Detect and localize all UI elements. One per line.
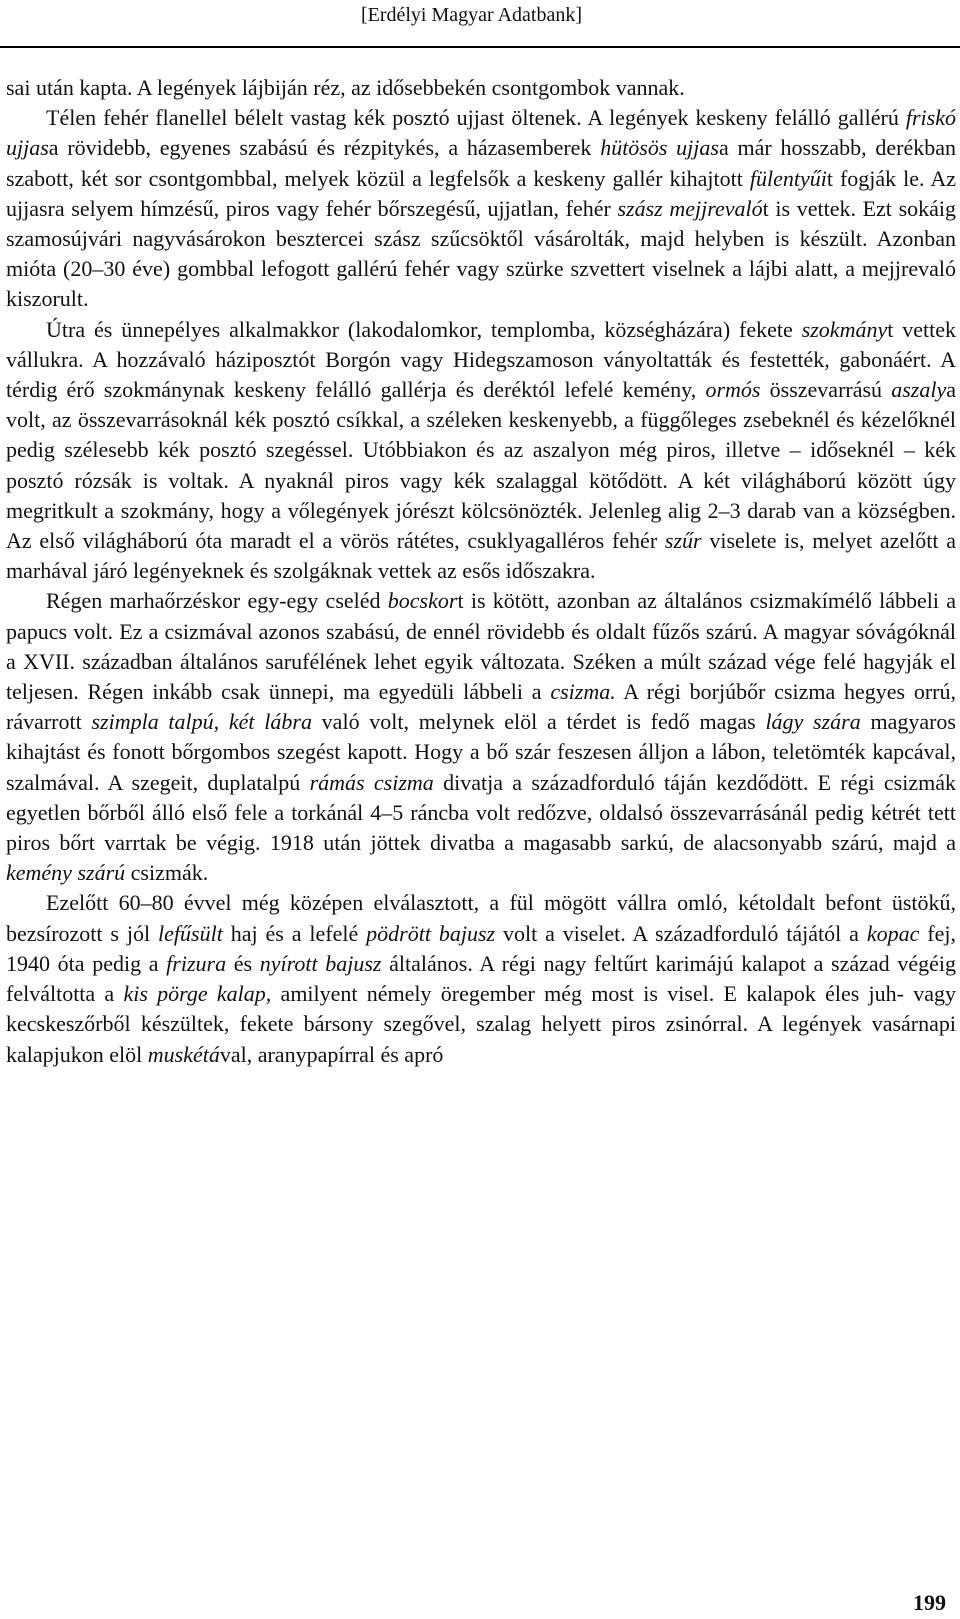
text-run: haj és a lefelé [222, 920, 367, 946]
text-run: A régi borjúbőr csizma hegyes orrú, rávarrott [6, 679, 956, 735]
text-run: fej, 1940 óta pedig a [6, 920, 956, 976]
italic-term: frizura [166, 950, 227, 976]
text-run: t is kötött, azonban az általános csizmakímélő lábbeli a papucs volt. Ez a csizmával azonos szabású, de ennél rövidebb és oldalt fűzős szárú. A magyar sóvágóknál a XVII. században általános sarufélének lehet egyik változata. Széken a múlt század vége felé hagyják el teljesen. Régen inkább csak ünnepi, ma egyedüli lábbeli a [6, 588, 956, 705]
header-divider [0, 46, 960, 48]
italic-term: friskó ujjas [6, 105, 956, 161]
italic-term: aszaly [891, 377, 947, 403]
italic-term: muskétá [147, 1041, 220, 1067]
paragraph [6, 315, 956, 587]
text-run: magyaros kihajtást és fonott bőrgombos szegést kapott. Hogy a bő szár feszesen álljon a lábon, teletömték kapcával, szalmával. A szegeit, duplatalpú [6, 709, 956, 795]
document-body [6, 73, 956, 1070]
italic-term: szokmány [801, 316, 888, 342]
italic-term: szimpla talpú, két lábra [91, 709, 312, 735]
italic-term: fülentyűi [749, 165, 827, 191]
italic-term: hütösös ujjas [600, 135, 719, 161]
italic-term: kemény szárú [6, 860, 126, 886]
text-run: összevarrású [760, 377, 892, 403]
text-run: sai után kapta. A legények lájbiján réz, az idősebbekén csontgombok vannak. [6, 75, 685, 100]
italic-term: kopac [866, 920, 920, 946]
italic-term: bocskor [387, 588, 458, 614]
italic-term: lágy szára [765, 709, 861, 735]
text-run: való volt, melynek elöl a térdet is fedő magas [311, 709, 766, 735]
italic-term: nyírott bajusz [259, 950, 382, 976]
text-run: t fogják le. Az ujjasra selyem hímzésű, piros vagy fehér bőrszegésű, ujjatlan, fehér [6, 165, 956, 221]
text-run: Útra és ünnepélyes alkalmakkor (lakodalomkor, templomba, községházára) fekete [46, 316, 802, 342]
text-run: t is vettek. Ezt sokáig szamosújvári nagyvásárokon besztercei szász szűcsöktől vásárolták, majd helyben is készült. Azonban mióta (20–30 éve) gombbal lefogott gallérú fehér vagy szürke szvettert viselnek a lájbi alatt, a mejjrevaló kiszorult. [6, 195, 957, 312]
text-run: t vettek vállukra. A hozzávaló háziposztót Borgón vagy Hidegszamoson ványoltatták és festették, gabonáért. A térdig érő szokmánynak keskeny felálló gallérja és deréktól lefelé kemény, [6, 316, 956, 403]
text-run: a már hosszabb, derékban szabott, két sor csontgombbal, melyek közül a legfelsők a keskeny gallér kihajtott [6, 135, 956, 191]
italic-term: szűr [664, 528, 702, 554]
italic-term: lefűsült [158, 920, 223, 946]
text-run: általános. A régi nagy feltűrt karimájú kalapot a század végéig felváltotta a [6, 950, 956, 1007]
paragraph [6, 73, 956, 103]
italic-term: szász mejjrevaló [617, 195, 763, 221]
text-run: volt a viselet. A századforduló tájától a [495, 920, 867, 946]
italic-term: ormós [705, 377, 761, 403]
text-run: csizmák. [125, 860, 209, 886]
text-run: a rövidebb, egyenes szabású és rézpitykés, a házasemberek [48, 135, 601, 161]
text-run: val, aranypapírral és apró [219, 1041, 444, 1067]
text-run: Télen fehér flanellel bélelt vastag kék posztó ujjast öltenek. A legények keskeny felálló gallérú [46, 105, 906, 131]
paragraph [6, 586, 956, 888]
text-run: viselete is, melyet azelőtt a marhával járó legényeknek és szolgáknak vettek az esős időszakra. [6, 528, 956, 584]
paragraph [6, 103, 956, 314]
paragraph [6, 888, 956, 1069]
italic-term: rámás csizma [309, 769, 434, 795]
italic-term: kis pörge kalap, [123, 981, 272, 1007]
text-run: és [226, 950, 260, 976]
text-run: Ezelőtt 60–80 évvel még középen elválasztott, a fül mögött vállra omló, kétoldalt befont üstökű, bezsírozott s jól [6, 890, 956, 946]
italic-term: pödrött bajusz [366, 920, 496, 946]
text-run: a volt, az összevarrásoknál kék posztó csíkkal, a széleken keskenyebb, a függőleges zsebeknél és kézelőknél pedig szélesebb kék posztó szegéssel. Utóbbiakon és az aszalyon még piros, illetve – időseknél – kék posztó rózsák is voltak. A nyaknál piros vagy kék szalaggal kötődött. A két világháború között úgy megritkult a szokmány, hogy a vőlegények jórészt kölcsönözték. Jelenleg alig 2–3 darab van a községben. Az első világháború óta maradt el a vörös rátétes, csuklyagalléros fehér [6, 377, 957, 554]
text-run: divatja a századforduló táján kezdődött. E régi csizmák egyetlen bőrből álló első fele a torkánál 4–5 ráncba volt redőzve, oldalsó összevarrásánál pedig kétrét tett piros bőrt varrtak be végig. 1918 után jöttek divatba a magasabb sarkú, de alacsonyabb szárú, majd a [6, 769, 956, 856]
text-run: Régen marhaőrzéskor egy-egy cseléd [46, 588, 388, 614]
page-header-title: [Erdélyi Magyar Adatbank] [360, 4, 582, 26]
italic-term: csizma. [550, 679, 616, 705]
page-number: 199 [913, 1590, 946, 1615]
text-run: amilyent némely öregember még most is visel. E kalapok éles juh- vagy kecskeszőrből készültek, fekete bársony szegővel, szalag helyett piros zsinórral. A legények vasárnapi kalapjukon elöl [6, 981, 956, 1067]
